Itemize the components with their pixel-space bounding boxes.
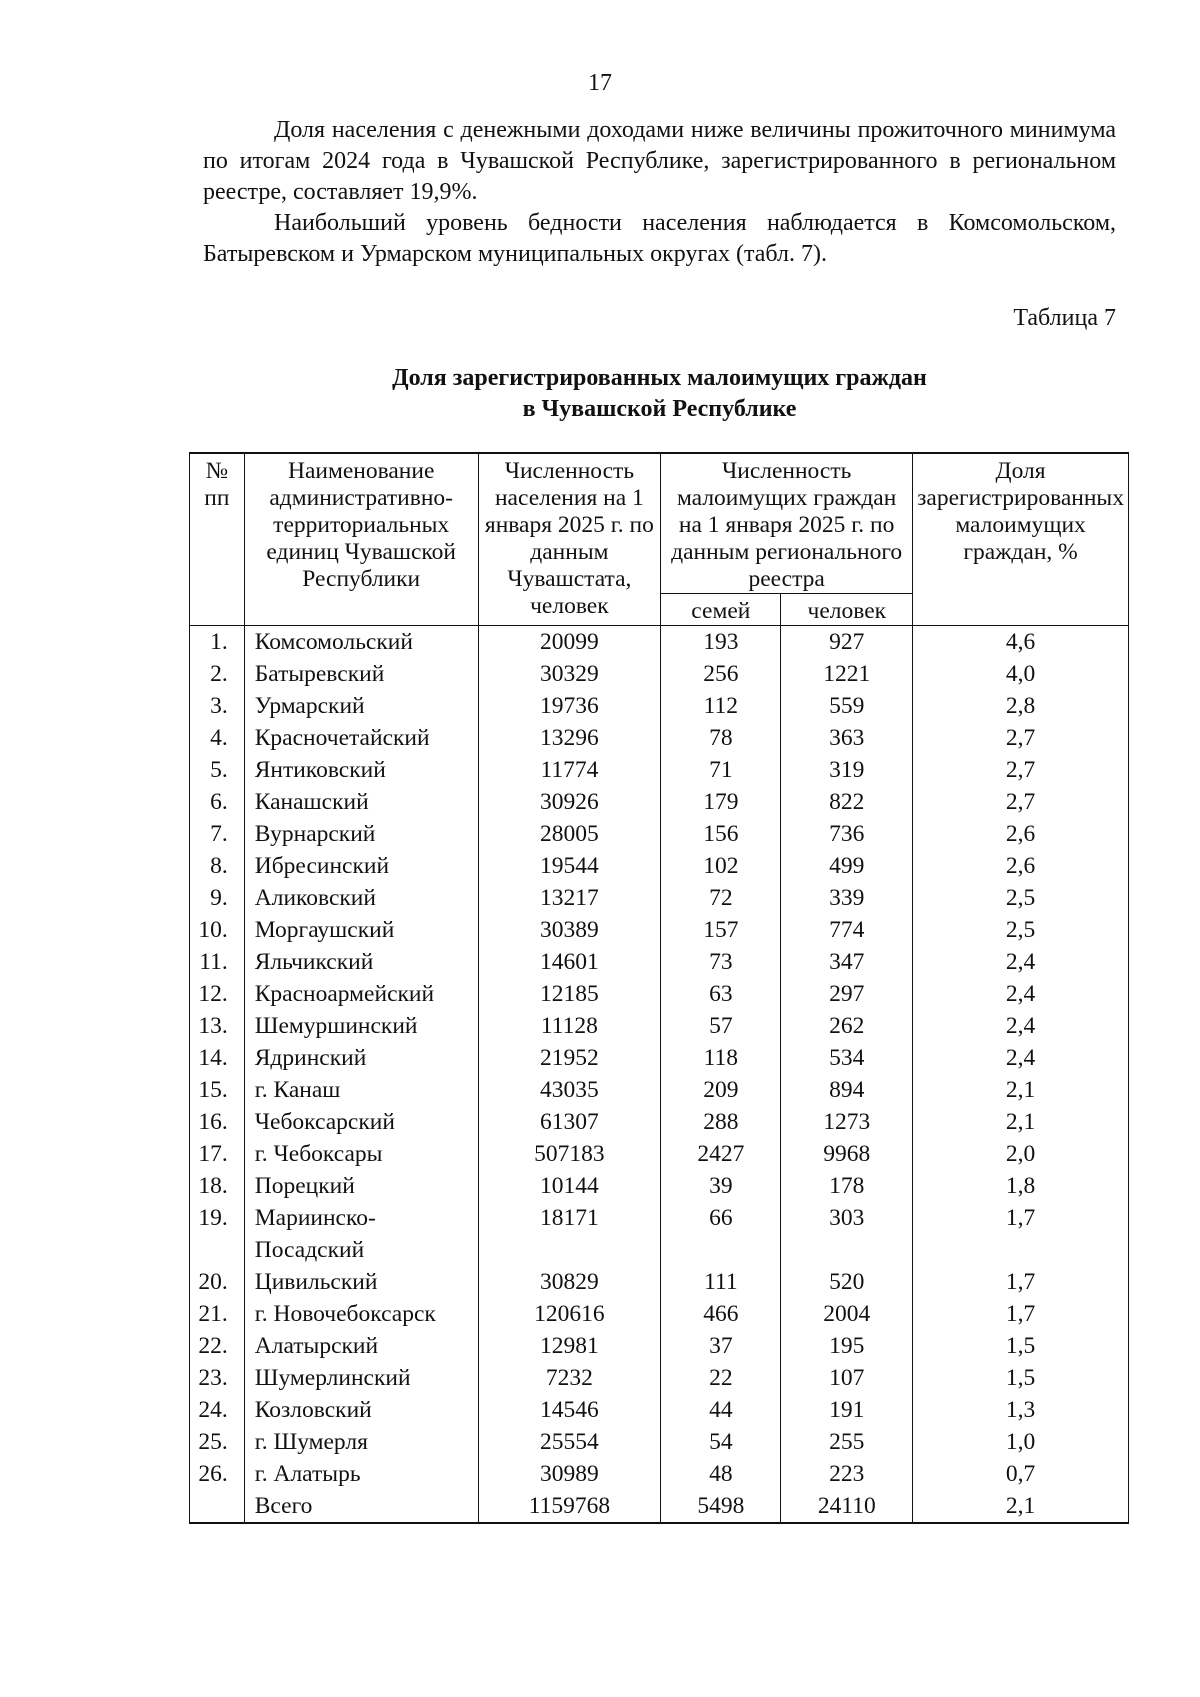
row-share: 1,5: [913, 1330, 1129, 1362]
row-name: Аликовский: [244, 882, 478, 914]
row-population: 21952: [478, 1042, 661, 1074]
row-name: Козловский: [244, 1394, 478, 1426]
page-number: 17: [588, 70, 612, 96]
table-row: [190, 1202, 1129, 1266]
row-persons: 319: [781, 754, 913, 786]
table-row: [190, 1170, 1129, 1202]
row-families: 193: [661, 626, 781, 659]
row-families: 466: [661, 1298, 781, 1330]
header-share: Доля зарегистрированных малоимущих граждан, %: [913, 453, 1129, 626]
row-share: 2,5: [913, 882, 1129, 914]
row-persons: 499: [781, 850, 913, 882]
row-name: Янтиковский: [244, 754, 478, 786]
row-persons: 927: [781, 626, 913, 659]
row-number: 19.: [190, 1202, 245, 1266]
table-row: [190, 754, 1129, 786]
row-number: 4.: [190, 722, 245, 754]
row-persons: 223: [781, 1458, 913, 1490]
row-share: 2,5: [913, 914, 1129, 946]
row-name: Алатырский: [244, 1330, 478, 1362]
row-number: 8.: [190, 850, 245, 882]
row-population: 11774: [478, 754, 661, 786]
row-persons: 195: [781, 1330, 913, 1362]
row-number: 2.: [190, 658, 245, 690]
table-row: [190, 1298, 1129, 1330]
row-name: Мариинско-Посадский: [244, 1202, 478, 1266]
row-families: 39: [661, 1170, 781, 1202]
row-share: 1,8: [913, 1170, 1129, 1202]
row-persons: 1273: [781, 1106, 913, 1138]
row-families: 156: [661, 818, 781, 850]
row-persons: 255: [781, 1426, 913, 1458]
table-row: [190, 1394, 1129, 1426]
row-families: 71: [661, 754, 781, 786]
row-families: 37: [661, 1330, 781, 1362]
row-number: 7.: [190, 818, 245, 850]
row-population: 14601: [478, 946, 661, 978]
row-name: г. Новочебоксарск: [244, 1298, 478, 1330]
row-share: 2,7: [913, 786, 1129, 818]
row-number: 11.: [190, 946, 245, 978]
row-share: 0,7: [913, 1458, 1129, 1490]
row-population: 30329: [478, 658, 661, 690]
row-population: 19544: [478, 850, 661, 882]
row-families: 57: [661, 1010, 781, 1042]
row-share: 2,7: [913, 754, 1129, 786]
row-share: 2,6: [913, 818, 1129, 850]
row-population: 19736: [478, 690, 661, 722]
table-caption: Таблица 7: [1013, 305, 1116, 331]
row-share: 1,5: [913, 1362, 1129, 1394]
row-population: 14546: [478, 1394, 661, 1426]
row-persons: 534: [781, 1042, 913, 1074]
row-families: 209: [661, 1074, 781, 1106]
row-persons: 9968: [781, 1138, 913, 1170]
table-row: [190, 978, 1129, 1010]
row-families: 2427: [661, 1138, 781, 1170]
row-share: 2,4: [913, 1010, 1129, 1042]
row-name: Комсомольский: [244, 626, 478, 659]
row-families: 44: [661, 1394, 781, 1426]
row-persons: 303: [781, 1202, 913, 1266]
row-number: 26.: [190, 1458, 245, 1490]
row-share: 2,4: [913, 946, 1129, 978]
row-families: 118: [661, 1042, 781, 1074]
table-row: [190, 818, 1129, 850]
row-name: г. Канаш: [244, 1074, 478, 1106]
row-population: 12185: [478, 978, 661, 1010]
row-name: Вурнарский: [244, 818, 478, 850]
row-share: 1,7: [913, 1298, 1129, 1330]
table-row: [190, 1330, 1129, 1362]
table-row: [190, 882, 1129, 914]
row-persons: 894: [781, 1074, 913, 1106]
row-number: 22.: [190, 1330, 245, 1362]
row-number: 16.: [190, 1106, 245, 1138]
table-row: [190, 1074, 1129, 1106]
row-name: Моргаушский: [244, 914, 478, 946]
row-name: Красноармейский: [244, 978, 478, 1010]
row-families: 54: [661, 1426, 781, 1458]
table-row: [190, 1458, 1129, 1490]
row-families: 72: [661, 882, 781, 914]
row-name: Яльчикский: [244, 946, 478, 978]
table-row: [190, 690, 1129, 722]
row-number: 3.: [190, 690, 245, 722]
row-persons: 1221: [781, 658, 913, 690]
table-row: [190, 1042, 1129, 1074]
table-body: [190, 626, 1129, 1524]
row-name: Батыревский: [244, 658, 478, 690]
row-persons: 107: [781, 1362, 913, 1394]
table-row: [190, 658, 1129, 690]
row-persons: 178: [781, 1170, 913, 1202]
row-number: 1.: [190, 626, 245, 659]
row-persons: 774: [781, 914, 913, 946]
row-name: Красночетайский: [244, 722, 478, 754]
row-name: Ядринский: [244, 1042, 478, 1074]
row-share: 1,7: [913, 1266, 1129, 1298]
row-population: 13217: [478, 882, 661, 914]
row-name: Чебоксарский: [244, 1106, 478, 1138]
row-population: 43035: [478, 1074, 661, 1106]
row-persons: 363: [781, 722, 913, 754]
row-families: 111: [661, 1266, 781, 1298]
table-row: [190, 1362, 1129, 1394]
table-row: [190, 1138, 1129, 1170]
paragraph-highest-poverty: Наибольший уровень бедности населения наблюдается в Комсомольском, Батыревском и Урмарском муниципальных округах (табл. 7).: [203, 210, 1116, 267]
row-families: 5498: [661, 1490, 781, 1523]
row-persons: 262: [781, 1010, 913, 1042]
row-number: 17.: [190, 1138, 245, 1170]
row-persons: 520: [781, 1266, 913, 1298]
row-population: 12981: [478, 1330, 661, 1362]
header-families: семей: [661, 594, 781, 626]
row-families: 288: [661, 1106, 781, 1138]
table-row: [190, 914, 1129, 946]
row-name: Шемуршинский: [244, 1010, 478, 1042]
row-share: 2,6: [913, 850, 1129, 882]
row-number: 14.: [190, 1042, 245, 1074]
row-number: 6.: [190, 786, 245, 818]
row-families: 63: [661, 978, 781, 1010]
row-name: Урмарский: [244, 690, 478, 722]
row-share: 1,3: [913, 1394, 1129, 1426]
row-number: 15.: [190, 1074, 245, 1106]
row-persons: 2004: [781, 1298, 913, 1330]
row-number: 23.: [190, 1362, 245, 1394]
row-share: 2,1: [913, 1490, 1129, 1523]
row-share: 4,0: [913, 658, 1129, 690]
row-population: 13296: [478, 722, 661, 754]
row-population: 18171: [478, 1202, 661, 1266]
row-number: 25.: [190, 1426, 245, 1458]
row-name: г. Шумерля: [244, 1426, 478, 1458]
row-families: 112: [661, 690, 781, 722]
row-share: 2,8: [913, 690, 1129, 722]
row-number: 20.: [190, 1266, 245, 1298]
row-name: Порецкий: [244, 1170, 478, 1202]
row-name: г. Чебоксары: [244, 1138, 478, 1170]
row-population: 7232: [478, 1362, 661, 1394]
table-row: [190, 1010, 1129, 1042]
row-population: 61307: [478, 1106, 661, 1138]
row-population: 507183: [478, 1138, 661, 1170]
row-population: 30989: [478, 1458, 661, 1490]
row-name: Ибресинский: [244, 850, 478, 882]
row-population: 120616: [478, 1298, 661, 1330]
row-number: 18.: [190, 1170, 245, 1202]
row-number: 5.: [190, 754, 245, 786]
row-families: 73: [661, 946, 781, 978]
row-share: 2,1: [913, 1106, 1129, 1138]
row-name: Цивильский: [244, 1266, 478, 1298]
row-persons: 339: [781, 882, 913, 914]
table-row: [190, 1106, 1129, 1138]
row-persons: 559: [781, 690, 913, 722]
table-row: [190, 850, 1129, 882]
table-title-line-1: Доля зарегистрированных малоимущих граждан: [392, 365, 927, 391]
table-row: [190, 1266, 1129, 1298]
row-number: 13.: [190, 1010, 245, 1042]
poverty-table: [189, 452, 1129, 1524]
row-number: 10.: [190, 914, 245, 946]
row-population: 30926: [478, 786, 661, 818]
row-share: 4,6: [913, 626, 1129, 659]
table-title-line-2: в Чувашской Республике: [522, 396, 797, 422]
row-families: 66: [661, 1202, 781, 1266]
row-families: 179: [661, 786, 781, 818]
header-num: № пп: [190, 453, 245, 626]
row-persons: 24110: [781, 1490, 913, 1523]
row-share: 2,4: [913, 978, 1129, 1010]
row-population: 10144: [478, 1170, 661, 1202]
header-population: Численность населения на 1 января 2025 г. по данным Чувашстата, человек: [478, 453, 661, 626]
row-population: 30829: [478, 1266, 661, 1298]
row-population: 20099: [478, 626, 661, 659]
row-persons: 822: [781, 786, 913, 818]
header-poor-group: Численность малоимущих граждан на 1 января 2025 г. по данным регионального реестра: [661, 453, 913, 594]
table-row: [190, 1490, 1129, 1523]
row-families: 48: [661, 1458, 781, 1490]
table-row: [190, 1426, 1129, 1458]
header-name: Наименование административно-территориальных единиц Чувашской Республики: [244, 453, 478, 626]
row-share: 1,7: [913, 1202, 1129, 1266]
row-population: 25554: [478, 1426, 661, 1458]
row-name: г. Алатырь: [244, 1458, 478, 1490]
table-row: [190, 722, 1129, 754]
row-share: 2,4: [913, 1042, 1129, 1074]
row-persons: 191: [781, 1394, 913, 1426]
row-number: 24.: [190, 1394, 245, 1426]
table-row: [190, 626, 1129, 659]
row-families: 157: [661, 914, 781, 946]
row-persons: 736: [781, 818, 913, 850]
row-number: 9.: [190, 882, 245, 914]
row-share: 2,0: [913, 1138, 1129, 1170]
row-population: 1159768: [478, 1490, 661, 1523]
row-number: 21.: [190, 1298, 245, 1330]
row-population: 28005: [478, 818, 661, 850]
table-row: [190, 786, 1129, 818]
row-families: 78: [661, 722, 781, 754]
header-persons: человек: [781, 594, 913, 626]
paragraph-poverty-share: Доля населения с денежными доходами ниже величины прожиточного минимума по итогам 2024 года в Чувашской Республике, зарегистрированного в региональном реестре, составляет 19,9%.: [203, 117, 1116, 205]
row-families: 256: [661, 658, 781, 690]
table-row: [190, 946, 1129, 978]
row-population: 11128: [478, 1010, 661, 1042]
table-title: [203, 363, 1116, 425]
row-share: 1,0: [913, 1426, 1129, 1458]
row-name: Шумерлинский: [244, 1362, 478, 1394]
row-persons: 297: [781, 978, 913, 1010]
row-share: 2,1: [913, 1074, 1129, 1106]
row-share: 2,7: [913, 722, 1129, 754]
row-families: 102: [661, 850, 781, 882]
row-population: 30389: [478, 914, 661, 946]
row-name: Всего: [244, 1490, 478, 1523]
row-persons: 347: [781, 946, 913, 978]
row-name: Канашский: [244, 786, 478, 818]
row-number: [190, 1490, 245, 1523]
row-families: 22: [661, 1362, 781, 1394]
row-number: 12.: [190, 978, 245, 1010]
